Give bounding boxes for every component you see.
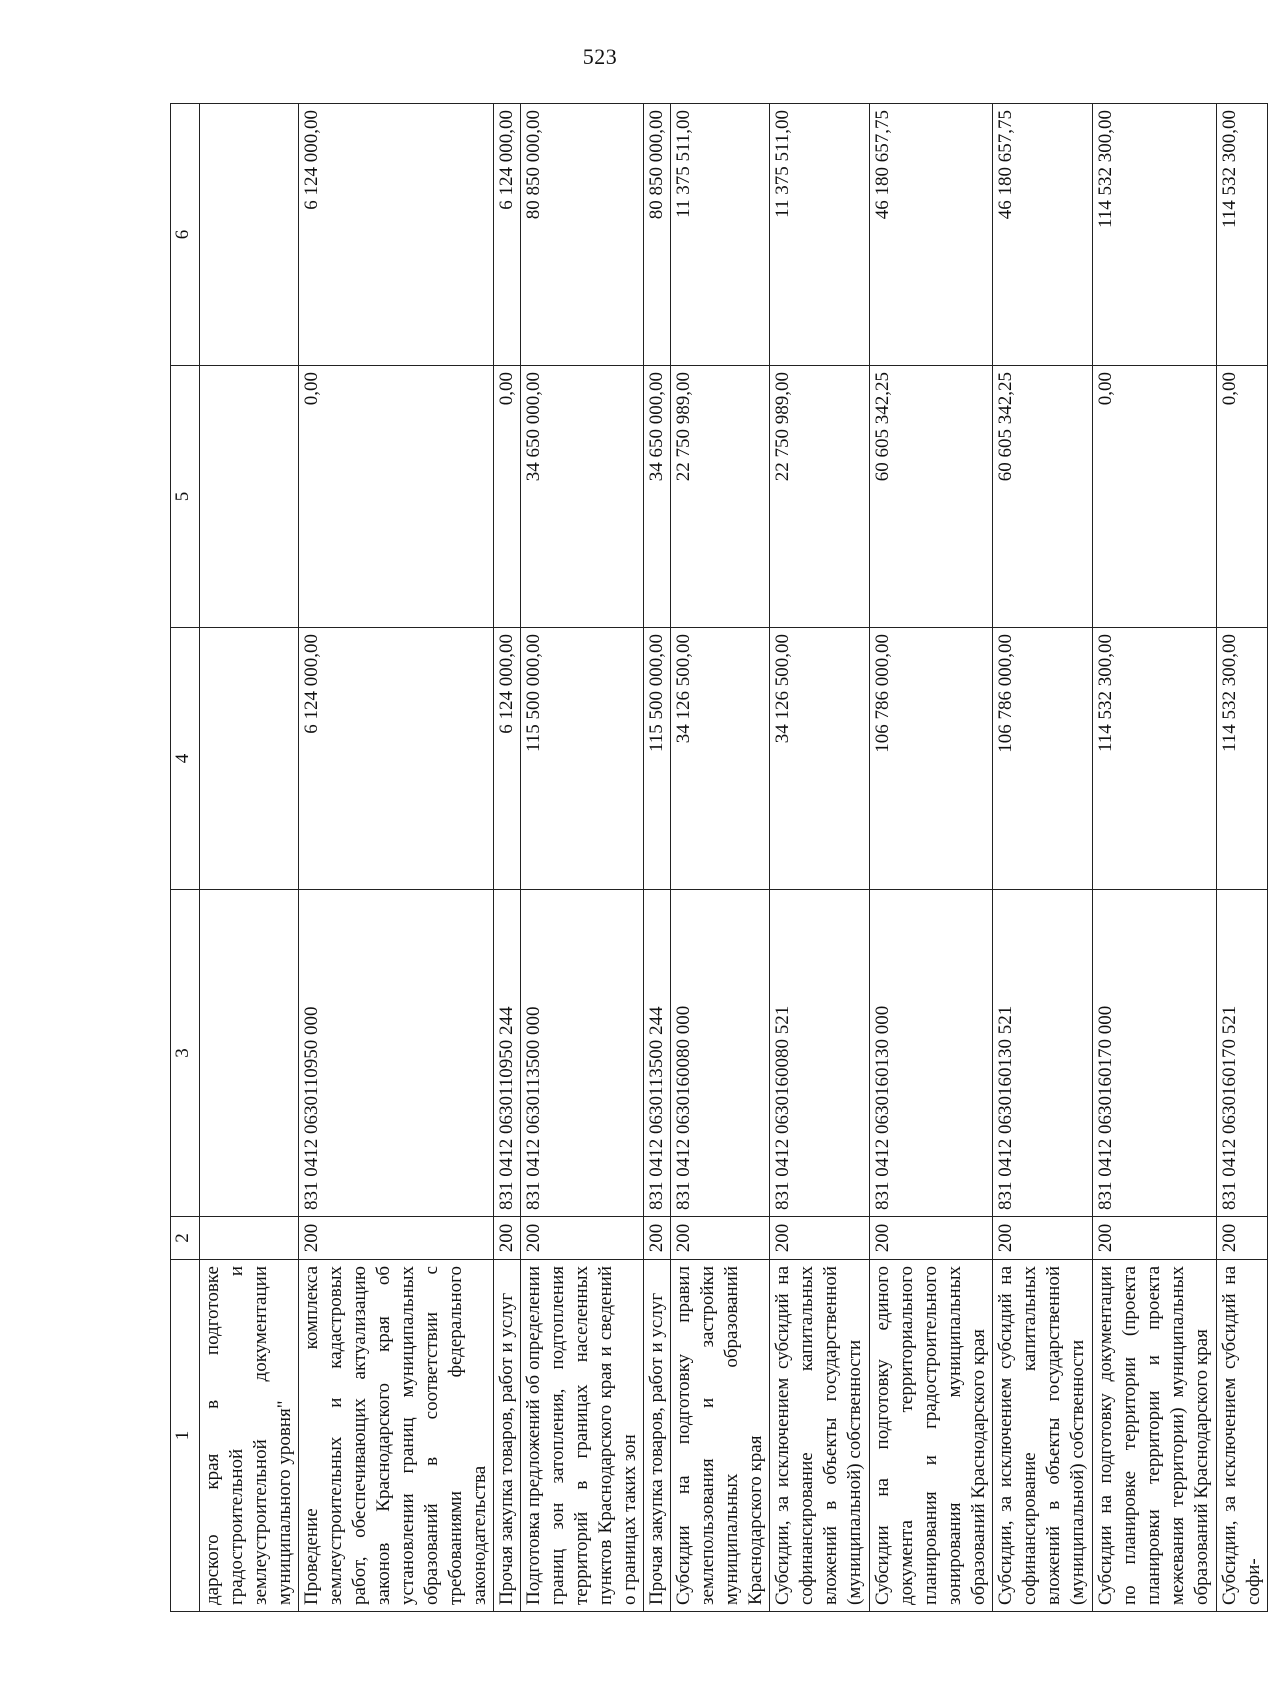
rotated-table-wrapper (170, 104, 1264, 1612)
row-kbk: 831 0412 0630160170 521 (1217, 890, 1268, 1217)
row-amount-4: 115 500 000,00 (644, 628, 671, 890)
row-amount-5: 0,00 (1093, 366, 1217, 628)
row-name: Субсидии на подготовку документации по планировке территории (проекта планировки территории и проекта межевания территории) муниципальных образований Краснодарского края (1093, 1260, 1217, 1612)
row-amount-4: 114 532 300,00 (1217, 628, 1268, 890)
row-amount-5: 60 605 342,25 (870, 366, 993, 628)
row-name: Субсидии, за исключением субсидий на софинансирование капитальных вложений в объекты государственной (муниципальной) собственности (770, 1260, 870, 1612)
row-amount-6: 80 850 000,00 (521, 104, 644, 366)
row-kbk: 831 0412 0630160170 000 (1093, 890, 1217, 1217)
row-amount-6: 114 532 300,00 (1217, 104, 1268, 366)
table-row (200, 104, 299, 1612)
row-kbk: 831 0412 0630110950 000 (299, 890, 494, 1217)
row-name: дарского края в подготовке градостроительной и землеустроительной документации муниципального уровня" (200, 1260, 299, 1612)
row-amount-5: 22 750 989,00 (671, 366, 770, 628)
page-number: 523 (582, 44, 618, 69)
row-amount-5: 60 605 342,25 (993, 366, 1093, 628)
row-code: 200 (870, 1217, 993, 1260)
row-name: Прочая закупка товаров, работ и услуг (494, 1260, 521, 1612)
row-name: Подготовка предложений об определении границ зон затопления, подтопления территорий в границах населенных пунктов Краснодарского края и сведений о границах таких зон (521, 1260, 644, 1612)
row-amount-4: 106 786 000,00 (993, 628, 1093, 890)
row-amount-4: 34 126 500,00 (671, 628, 770, 890)
row-amount-4: 6 124 000,00 (299, 628, 494, 890)
table-row (521, 104, 644, 1612)
row-code: 200 (521, 1217, 644, 1260)
column-header-2: 2 (171, 1217, 200, 1260)
row-code: 200 (993, 1217, 1093, 1260)
row-amount-6: 6 124 000,00 (299, 104, 494, 366)
row-code: 200 (494, 1217, 521, 1260)
row-amount-4: 115 500 000,00 (521, 628, 644, 890)
row-name: Субсидии, за исключением субсидий на софинансирование капитальных вложений в объекты государственной (муниципальной) собственности (993, 1260, 1093, 1612)
row-name: Субсидии на подготовку правил землепользования и застройки муниципальных образований Краснодарского края (671, 1260, 770, 1612)
row-kbk (200, 890, 299, 1217)
table-row (299, 104, 494, 1612)
row-amount-5: 0,00 (299, 366, 494, 628)
table-row (770, 104, 870, 1612)
row-name: Прочая закупка товаров, работ и услуг (644, 1260, 671, 1612)
row-code: 200 (1093, 1217, 1217, 1260)
row-code (200, 1217, 299, 1260)
row-amount-6: 11 375 511,00 (671, 104, 770, 366)
row-amount-6 (200, 104, 299, 366)
row-amount-5: 34 650 000,00 (644, 366, 671, 628)
row-code: 200 (671, 1217, 770, 1260)
row-kbk: 831 0412 0630113500 244 (644, 890, 671, 1217)
row-amount-4: 34 126 500,00 (770, 628, 870, 890)
table-row (1217, 104, 1268, 1612)
table-row (671, 104, 770, 1612)
column-header-5: 5 (171, 366, 200, 628)
column-header-3: 3 (171, 890, 200, 1217)
row-amount-6: 114 532 300,00 (1093, 104, 1217, 366)
row-amount-6: 46 180 657,75 (870, 104, 993, 366)
row-amount-4: 114 532 300,00 (1093, 628, 1217, 890)
row-amount-6: 46 180 657,75 (993, 104, 1093, 366)
table-row (1093, 104, 1217, 1612)
table-row (494, 104, 521, 1612)
column-header-1: 1 (171, 1260, 200, 1612)
row-kbk: 831 0412 0630160080 521 (770, 890, 870, 1217)
row-amount-5: 0,00 (494, 366, 521, 628)
row-amount-6: 11 375 511,00 (770, 104, 870, 366)
row-amount-5: 34 650 000,00 (521, 366, 644, 628)
row-code: 200 (1217, 1217, 1268, 1260)
row-code: 200 (770, 1217, 870, 1260)
row-amount-4 (200, 628, 299, 890)
table-row (870, 104, 993, 1612)
budget-table (170, 103, 1268, 1612)
row-code: 200 (644, 1217, 671, 1260)
row-code: 200 (299, 1217, 494, 1260)
row-amount-5 (200, 366, 299, 628)
row-kbk: 831 0412 0630110950 244 (494, 890, 521, 1217)
row-amount-4: 106 786 000,00 (870, 628, 993, 890)
row-kbk: 831 0412 0630113500 000 (521, 890, 644, 1217)
column-number-header-row (171, 104, 200, 1612)
row-kbk: 831 0412 0630160130 521 (993, 890, 1093, 1217)
column-header-6: 6 (171, 104, 200, 366)
row-amount-6: 6 124 000,00 (494, 104, 521, 366)
row-name: Проведение комплекса землеустроительных и кадастровых работ, обеспечивающих актуализацию законов Краснодарского края об установлении границ муниципальных образований в соответствии с требованиями федерального законодательства (299, 1260, 494, 1612)
row-amount-6: 80 850 000,00 (644, 104, 671, 366)
row-amount-4: 6 124 000,00 (494, 628, 521, 890)
row-name: Субсидии, за исключением субсидий на софи- (1217, 1260, 1268, 1612)
row-kbk: 831 0412 0630160080 000 (671, 890, 770, 1217)
row-amount-5: 0,00 (1217, 366, 1268, 628)
row-name: Субсидии на подготовку единого документа территориального планирования и градостроительного зонирования муниципальных образований Краснодарского края (870, 1260, 993, 1612)
table-row (993, 104, 1093, 1612)
table-row (644, 104, 671, 1612)
row-kbk: 831 0412 0630160130 000 (870, 890, 993, 1217)
row-amount-5: 22 750 989,00 (770, 366, 870, 628)
column-header-4: 4 (171, 628, 200, 890)
